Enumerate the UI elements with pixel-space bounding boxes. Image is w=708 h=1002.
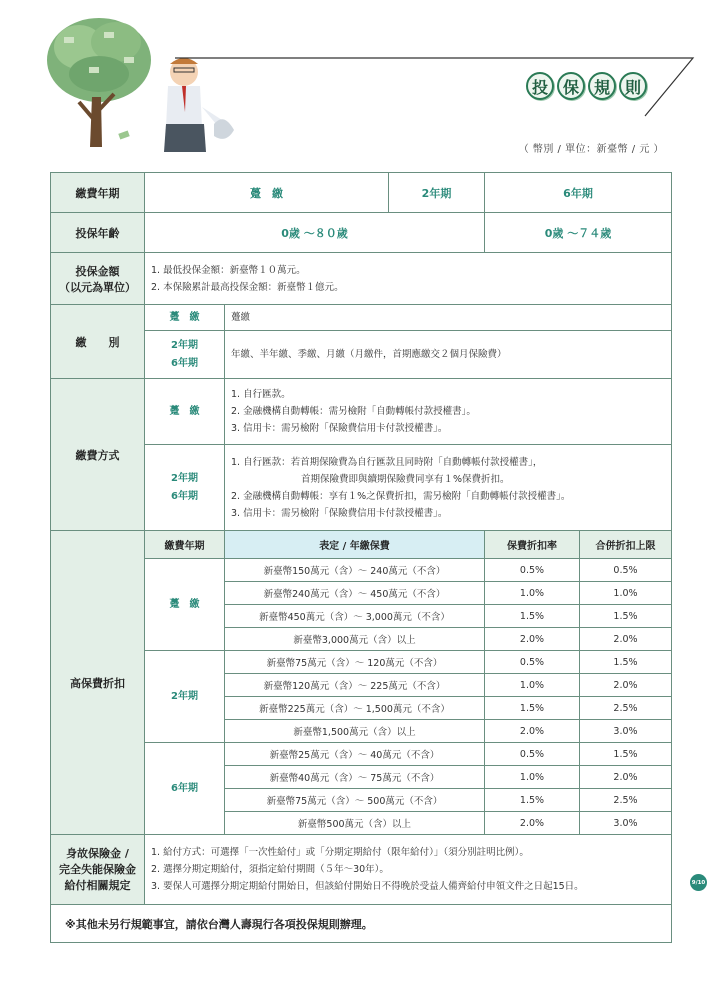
hp-rate: 1.5% [485,789,580,812]
payment-method-6yr: 6年期 [171,490,198,502]
payment-method-multi-text [225,445,672,531]
payment-period-label: 繳費年期 [51,173,145,213]
hp-cap: 1.0% [580,582,672,605]
benefit-rules-text [145,835,672,905]
payment-mode-6yr: 6年期 [171,357,198,369]
issue-age-single-2yr: 0歲 ～８０歲 [145,213,485,253]
sum-insured-line: 1. 最低投保金額：新臺幣１０萬元。 [151,264,306,276]
issue-age-6yr: 0歲 ～７４歲 [485,213,672,253]
payment-method-multi-row [51,445,672,531]
payment-mode-multi-row [51,331,672,379]
payment-method-single-row [51,379,672,445]
hp-range: 新臺幣75萬元（含）～ 500萬元（不含） [225,789,485,812]
benefit-rules-label [51,835,145,905]
hp-rate: 2.0% [485,812,580,835]
payment-period-row [51,173,672,213]
hp-range: 新臺幣500萬元（含）以上 [225,812,485,835]
hp-rate: 1.5% [485,605,580,628]
hp-cap: 3.0% [580,720,672,743]
payment-method-line: 1. 自行匯款：若首期保險費為自行匯款且同時附「自動轉帳付款授權書」， [231,456,543,468]
hp-cap: 2.5% [580,789,672,812]
sum-insured-label-line2: （以元為單位） [59,280,136,294]
payment-method-line: 3. 信用卡：需另檢附「保險費信用卡付款授權書」。 [231,507,448,519]
hp-cap: 0.5% [580,559,672,582]
sum-insured-line: 2. 本保險累計最高投保金額：新臺幣１億元。 [151,281,344,293]
benefit-label-line: 完全失能保險金 [59,862,136,876]
benefit-rules-row [51,835,672,905]
hp-range: 新臺幣25萬元（含）～ 40萬元（不含） [225,743,485,766]
hp-range: 新臺幣40萬元（含）～ 75萬元（不含） [225,766,485,789]
hp-rate: 2.0% [485,628,580,651]
sum-insured-text [145,253,672,305]
payment-method-line: 2. 金融機構自動轉帳：享有１%之保費折扣，需另檢附「自動轉帳付款授權書」。 [231,490,571,502]
payment-mode-single-text: 躉繳 [225,305,672,331]
footer-note: ※其他未另行規範事宜，請依台灣人壽現行各項投保規則辦理。 [51,905,672,943]
hp-range: 新臺幣150萬元（含）～ 240萬元（不含） [225,559,485,582]
period-single: 躉 繳 [145,173,389,213]
payment-method-line: 3. 信用卡：需另檢附「保險費信用卡付款授權書」。 [231,423,448,434]
hp-header-premium: 表定 / 年繳保費 [225,531,485,559]
period-6yr: 6年期 [485,173,672,213]
payment-mode-label: 繳 別 [51,305,145,379]
payment-method-single-label: 躉 繳 [145,379,225,445]
hp-cap: 2.0% [580,674,672,697]
hp-cap: 3.0% [580,812,672,835]
underwriting-rules-table [50,172,672,943]
payment-mode-multi-text: 年繳、半年繳、季繳、月繳（月繳件，首期應繳交２個月保險費） [225,331,672,379]
footer-note-row [51,905,672,943]
payment-mode-single-row [51,305,672,331]
hp-cap: 1.5% [580,651,672,674]
sum-insured-label-line1: 投保金額 [75,264,120,278]
hp-range: 新臺幣3,000萬元（含）以上 [225,628,485,651]
benefit-label-line: 身故保險金 / [66,846,129,860]
benefit-label-line: 給付相關規定 [64,878,131,892]
currency-note: （ 幣別 / 單位：新臺幣 / 元 ） [518,144,664,155]
hp-rate: 0.5% [485,651,580,674]
hp-range: 新臺幣1,500萬元（含）以上 [225,720,485,743]
payment-method-line: 1. 自行匯款。 [231,389,291,400]
title-char: 保 [557,72,585,100]
page-number-badge: 9/10 [690,874,707,891]
table-row [51,743,672,766]
hp-rate: 1.0% [485,582,580,605]
hp-cap: 1.5% [580,605,672,628]
payment-method-line: 首期保險費即與續期保險費同享有１%保費折扣。 [301,473,510,485]
hp-header-period: 繳費年期 [145,531,225,559]
benefit-rule-line: 2. 選擇分期定期給付，須指定給付期間（５年～30年）。 [151,864,389,875]
high-premium-header-row [51,531,672,559]
hp-range: 新臺幣120萬元（含）～ 225萬元（不含） [225,674,485,697]
hp-rate: 1.5% [485,697,580,720]
payment-method-single-text [225,379,672,445]
hp-range: 新臺幣225萬元（含）～ 1,500萬元（不含） [225,697,485,720]
hp-group-single: 躉 繳 [145,559,225,651]
hp-range: 新臺幣75萬元（含）～ 120萬元（不含） [225,651,485,674]
benefit-rule-line: 1. 給付方式：可選擇「一次性給付」或「分期定期給付（限年給付）」（須分別註明比例）。 [151,847,529,858]
high-premium-label: 高保費折扣 [51,531,145,835]
table-row [51,651,672,674]
hp-cap: 2.0% [580,766,672,789]
hp-cap: 2.0% [580,628,672,651]
payment-mode-single-label: 躉 繳 [145,305,225,331]
payment-method-multi-label [145,445,225,531]
money-tree-icon [47,18,151,147]
hp-header-cap: 合併折扣上限 [580,531,672,559]
table-row [51,559,672,582]
benefit-rule-line: 3. 要保人可選擇分期定期給付開始日，但該給付開始日不得晚於受益人備齊給付申領文件之日起15日。 [151,881,584,892]
hp-rate: 1.0% [485,674,580,697]
title-char: 規 [588,72,616,100]
hp-rate: 2.0% [485,720,580,743]
hp-rate: 0.5% [485,743,580,766]
issue-age-label: 投保年齡 [51,213,145,253]
sum-insured-row [51,253,672,305]
hp-group-6yr: 6年期 [145,743,225,835]
hp-range: 新臺幣240萬元（含）～ 450萬元（不含） [225,582,485,605]
hp-cap: 2.5% [580,697,672,720]
payment-mode-multi-label [145,331,225,379]
hp-group-2yr: 2年期 [145,651,225,743]
issue-age-row [51,213,672,253]
payment-method-2yr: 2年期 [171,472,198,484]
hp-cap: 1.5% [580,743,672,766]
title-char: 投 [526,72,554,100]
hp-rate: 0.5% [485,559,580,582]
page-title [526,72,647,100]
hp-range: 新臺幣450萬元（含）～ 3,000萬元（不含） [225,605,485,628]
title-char: 則 [619,72,647,100]
payment-method-label: 繳費方式 [51,379,145,531]
hp-header-rate: 保費折扣率 [485,531,580,559]
hp-rate: 1.0% [485,766,580,789]
period-2yr: 2年期 [389,173,485,213]
payment-mode-2yr: 2年期 [171,339,198,351]
payment-method-line: 2. 金融機構自動轉帳：需另檢附「自動轉帳付款授權書」。 [231,406,476,417]
sum-insured-label [51,253,145,305]
